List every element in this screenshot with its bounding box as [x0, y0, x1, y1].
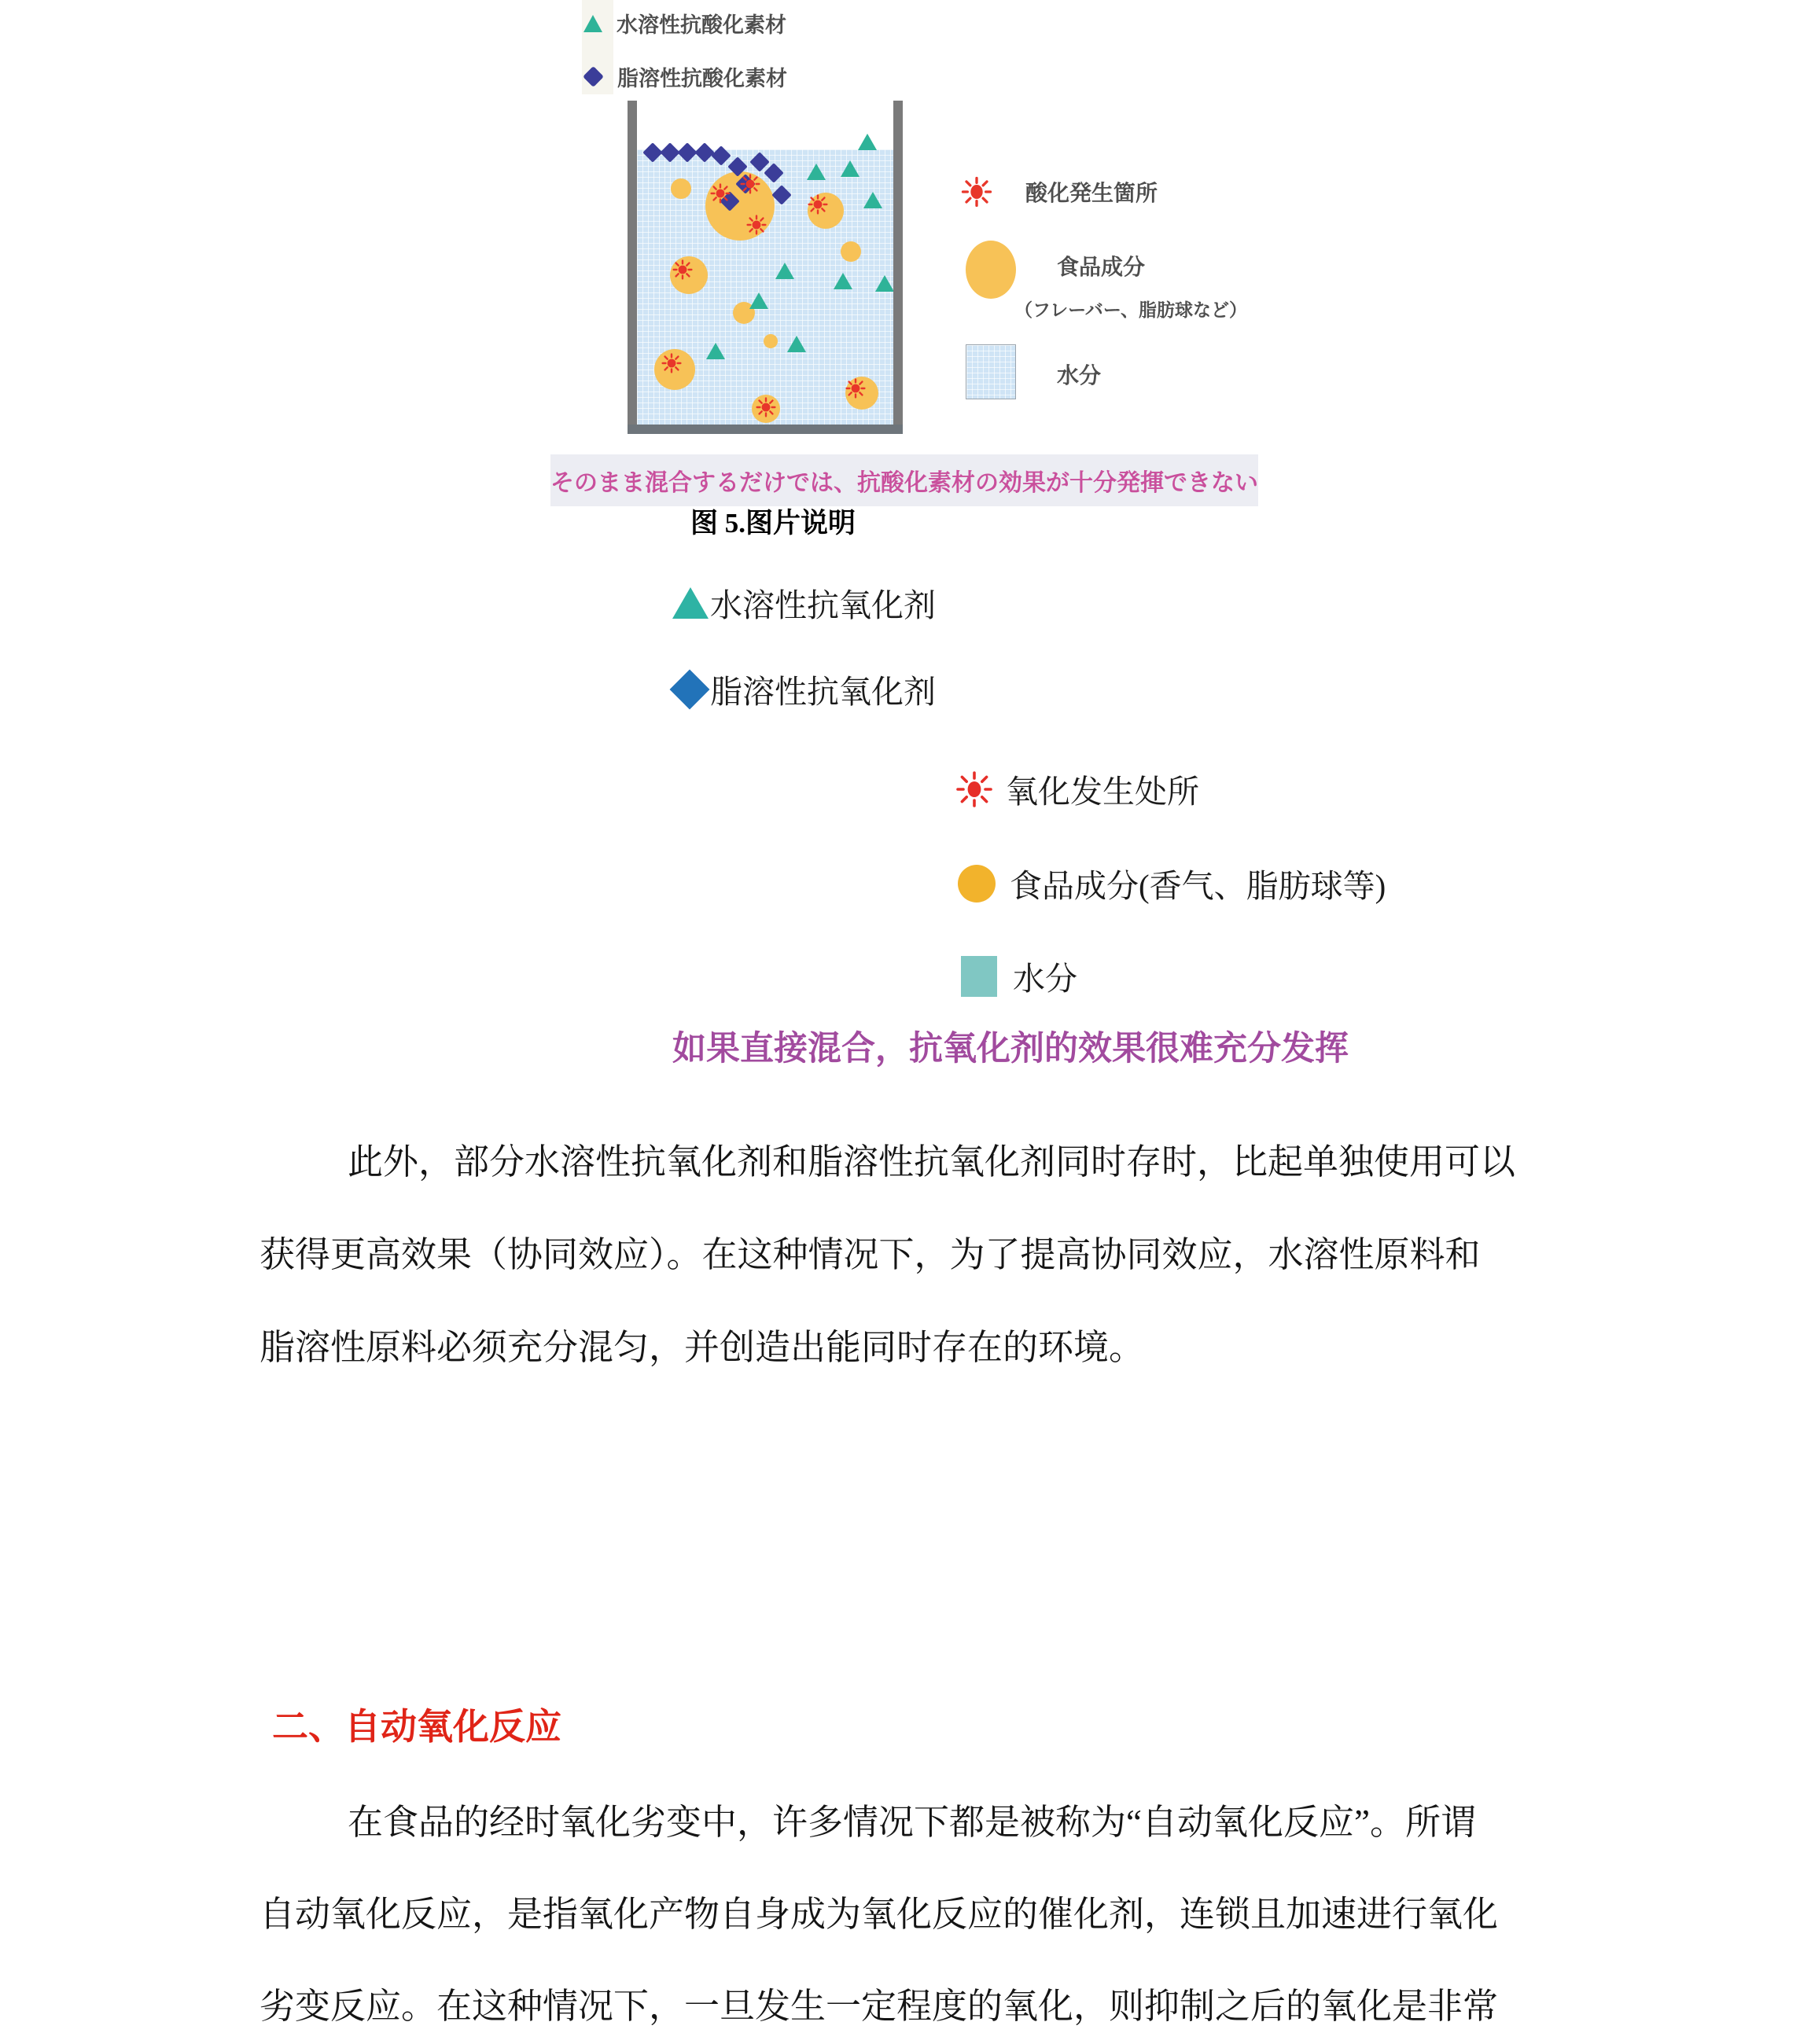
circle-icon	[966, 241, 1016, 299]
paragraph-1	[260, 1116, 1557, 1394]
oxidation-site-icon	[746, 215, 767, 239]
food-component-icon	[841, 241, 861, 262]
paragraph-line: 脂溶性原料必须充分混匀，并创造出能同时存在的环境。	[260, 1328, 1145, 1367]
triangle-icon	[672, 587, 709, 619]
paragraph-line: 在食品的经时氧化劣变中，许多情况下都是被称为“自动氧化反应”。所谓	[348, 1803, 1476, 1842]
paragraph-line: 此外，部分水溶性抗氧化剂和脂溶性抗氧化剂同时存时，比起单独使用可以	[348, 1142, 1516, 1182]
fat-soluble-antioxidant-icon	[711, 145, 731, 165]
cn-legend-oxidation-site	[955, 766, 1199, 812]
beaker-wall-left	[628, 101, 637, 434]
water-swatch-icon	[966, 344, 1016, 399]
jp-legend-label: 水溶性抗酸化素材	[617, 13, 786, 38]
cn-legend-label: 水溶性抗氧化剂	[710, 587, 936, 623]
water-soluble-antioxidant-icon	[775, 263, 794, 279]
cn-legend-fat-soluble	[672, 666, 936, 712]
water-soluble-antioxidant-icon	[834, 273, 852, 289]
oxidation-site-icon	[710, 183, 731, 208]
starburst-icon	[961, 176, 992, 208]
jp-legend-label: 食品成分	[1057, 254, 1146, 280]
starburst-icon	[955, 770, 993, 808]
oxidation-site-icon	[808, 194, 828, 219]
cn-warning-note: 如果直接混合，抗氧化剂的效果很难充分发挥	[672, 1031, 1349, 1068]
jp-legend-label: 酸化発生箇所	[1025, 180, 1158, 206]
paragraph-line: 自动氧化反应，是指氧化产物自身成为氧化反应的催化剂，连锁且加速进行氧化	[260, 1895, 1499, 1934]
beaker-wall-right	[893, 101, 903, 434]
cn-legend-label: 食品成分(香气、脂肪球等)	[1010, 868, 1386, 904]
jp-warning-banner	[550, 454, 1258, 506]
water-soluble-antioxidant-icon	[841, 160, 860, 177]
paragraph-line: 劣变反应。在这种情况下，一旦发生一定程度的氧化，则抑制之后的氧化是非常	[260, 1987, 1499, 2026]
jp-warning-text: そのまま混合するだけでは、抗酸化素材の効果が十分発揮できない	[550, 469, 1258, 497]
cn-legend-label: 氧化发生处所	[1006, 774, 1199, 810]
jp-legend-water-soluble	[583, 8, 786, 39]
water-soluble-antioxidant-icon	[807, 164, 826, 180]
oxidation-site-icon	[845, 378, 866, 403]
jp-legend-fat-soluble	[583, 61, 787, 92]
water-soluble-antioxidant-icon	[863, 192, 882, 208]
paragraph-2	[260, 1777, 1557, 2044]
food-component-icon	[764, 334, 778, 348]
water-soluble-antioxidant-icon	[858, 134, 877, 150]
food-component-icon	[671, 178, 691, 199]
beaker-scene	[628, 101, 903, 434]
beaker-wall-bottom	[628, 425, 903, 434]
figure-caption: 图 5.图片说明	[690, 508, 856, 539]
diamond-icon	[670, 669, 710, 709]
section-heading: 二、自动氧化反应	[272, 1707, 561, 1747]
cn-legend-water-soluble	[672, 579, 936, 626]
cn-legend-food-component	[958, 860, 1386, 906]
oxidation-site-icon	[740, 174, 760, 198]
oxidation-site-icon	[756, 397, 776, 421]
square-icon	[961, 956, 997, 997]
diamond-icon	[583, 66, 604, 87]
water-soluble-antioxidant-icon	[787, 336, 806, 352]
beaker-illustration	[628, 101, 903, 434]
jp-legend-sublabel: （フレーバー、脂肪球など）	[1014, 300, 1248, 321]
jp-legend-oxidation-site	[961, 176, 1158, 208]
fat-soluble-antioxidant-icon	[694, 142, 714, 162]
jp-legend-label: 水分	[1057, 362, 1102, 388]
oxidation-site-icon	[672, 259, 693, 284]
circle-icon	[958, 865, 996, 903]
water-soluble-antioxidant-icon	[706, 343, 725, 359]
water-soluble-antioxidant-icon	[875, 275, 894, 292]
oxidation-site-icon	[661, 353, 682, 377]
fat-soluble-antioxidant-icon	[764, 163, 783, 182]
jp-legend-label: 脂溶性抗酸化素材	[617, 67, 787, 91]
fat-soluble-antioxidant-icon	[771, 185, 791, 204]
triangle-icon	[583, 15, 602, 32]
cn-legend-label: 水分	[1013, 961, 1077, 997]
paragraph-line: 获得更高效果（协同效应）。在这种情况下，为了提高协同效应，水溶性原料和	[260, 1235, 1481, 1274]
water-soluble-antioxidant-icon	[749, 292, 768, 309]
cn-legend-moisture	[961, 953, 1077, 999]
cn-legend-label: 脂溶性抗氧化剂	[710, 674, 936, 710]
